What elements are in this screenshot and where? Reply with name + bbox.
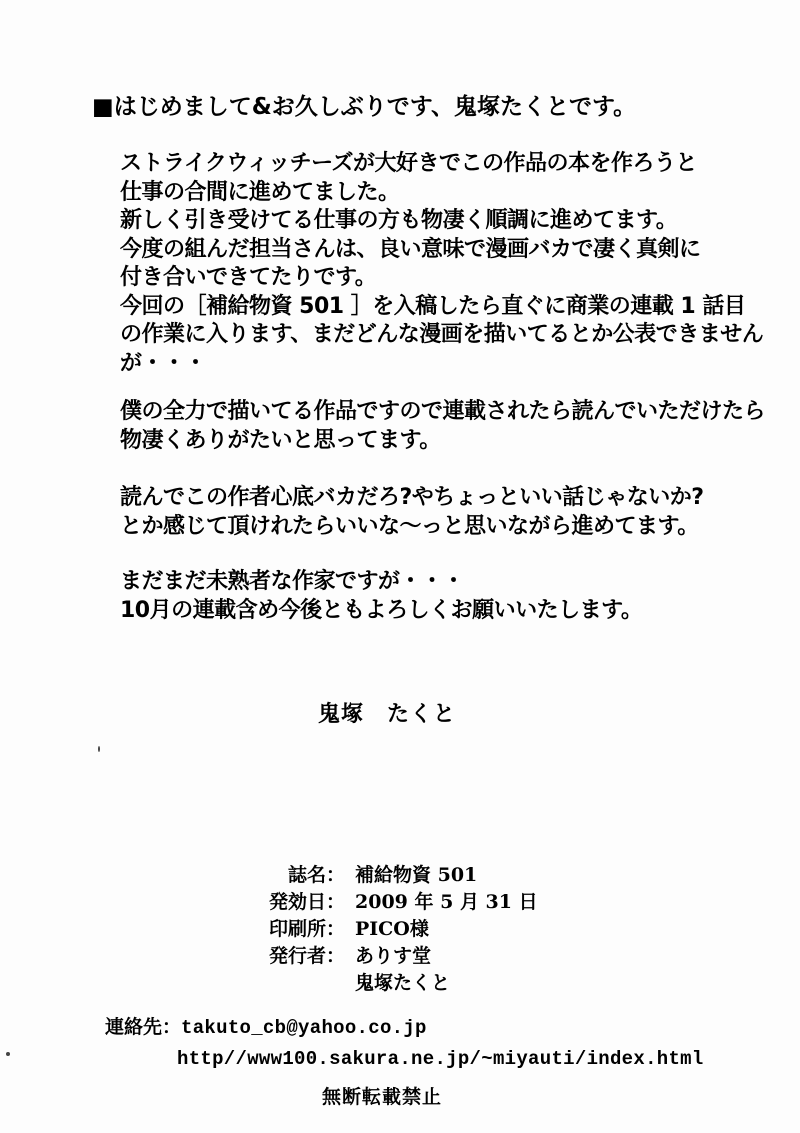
colophon-key: 発効日： bbox=[268, 891, 345, 913]
colophon-row-publisher bbox=[255, 943, 538, 970]
colophon-value: 2009 年 5 月 31 日 bbox=[355, 891, 538, 913]
greeting-heading: ■はじめまして&お久しぶりです、鬼塚たくとです。 bbox=[92, 94, 637, 120]
colophon-row-title bbox=[255, 862, 538, 889]
scan-speck bbox=[6, 1052, 10, 1056]
author-signature: 鬼塚 たくと bbox=[318, 702, 457, 727]
paragraph-line: 新しく引き受けてる仕事の方も物凄く順調に進めてます。 bbox=[120, 208, 678, 233]
paragraph-line: 仕事の合間に進めてました。 bbox=[120, 179, 400, 205]
colophon-row-date bbox=[255, 889, 538, 916]
contact-url: http//www100.sakura.ne.jp/~miyauti/index.html bbox=[177, 1048, 704, 1070]
colophon bbox=[255, 862, 538, 997]
paragraph-closing bbox=[120, 568, 780, 625]
paragraph-line: 10月の連載含め今後ともよろしくお願いいたします。 bbox=[120, 597, 643, 623]
paragraph-line: 読んでこの作者心底バカだろ?やちょっといい話じゃないか? bbox=[120, 485, 704, 510]
contact-email-row bbox=[105, 1012, 704, 1043]
colophon-row-printer bbox=[255, 916, 538, 943]
paragraph-hope bbox=[120, 484, 780, 541]
colophon-value: 鬼塚たくと bbox=[355, 972, 451, 994]
contact-email: takuto_cb@yahoo.co.jp bbox=[181, 1017, 427, 1039]
paragraph-request bbox=[120, 398, 780, 455]
paragraph-line: が・・・ bbox=[120, 350, 207, 376]
scan-speck bbox=[98, 746, 100, 752]
colophon-value: 補給物資 501 bbox=[355, 864, 478, 886]
paragraph-line: 物凄くありがたいと思ってます。 bbox=[120, 427, 441, 453]
colophon-key: 印刷所： bbox=[268, 918, 345, 940]
paragraph-line: とか感じて頂けれたらいいな〜っと思いながら進めてます。 bbox=[120, 513, 699, 539]
contact-info bbox=[105, 1012, 704, 1074]
colophon-key: 誌名： bbox=[287, 864, 345, 886]
contact-url-row bbox=[105, 1043, 704, 1074]
paragraph-line: まだまだ未熟者な作家ですが・・・ bbox=[120, 569, 465, 594]
paragraph-intro bbox=[120, 150, 780, 378]
colophon-key: 発行者： bbox=[268, 945, 345, 967]
colophon-value: ありす堂 bbox=[355, 945, 432, 967]
colophon-row-author bbox=[255, 970, 538, 997]
paragraph-line: 付き合いできてたりです。 bbox=[120, 265, 377, 290]
copyright-notice: 無断転載禁止 bbox=[322, 1086, 443, 1108]
paragraph-line: ストライクウィッチーズが大好きでこの作品の本を作ろうと bbox=[120, 151, 697, 176]
contact-label: 連絡先： bbox=[105, 1016, 182, 1038]
paragraph-line: 今度の組んだ担当さんは、良い意味で漫画バカで凄く真剣に bbox=[120, 236, 701, 262]
colophon-value: PICO様 bbox=[355, 918, 429, 940]
paragraph-line: 今回の［補給物資 501 ］を入稿したら直ぐに商業の連載 1 話目 bbox=[120, 293, 746, 319]
paragraph-line: 僕の全力で描いてる作品ですので連載されたら読んでいただけたら bbox=[120, 399, 766, 424]
paragraph-line: の作業に入ります、まだどんな漫画を描いてるとか公表できません bbox=[120, 322, 764, 347]
